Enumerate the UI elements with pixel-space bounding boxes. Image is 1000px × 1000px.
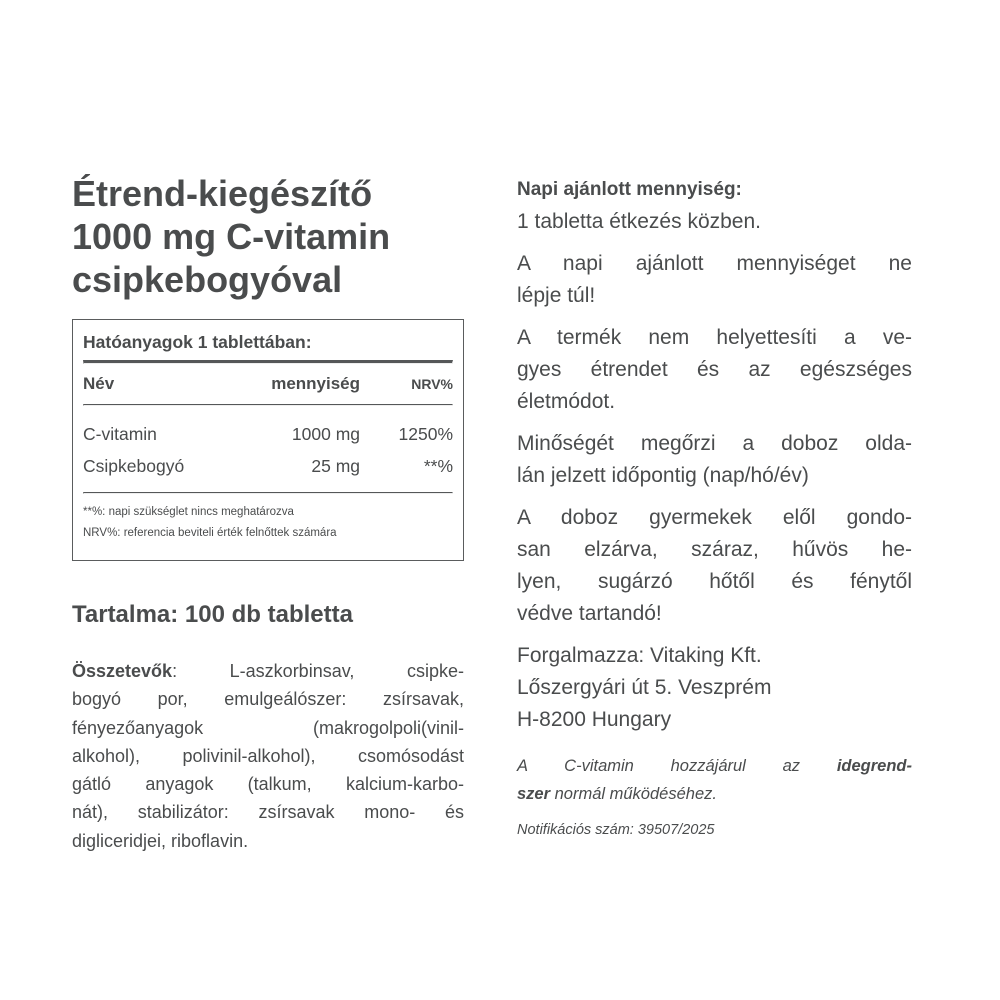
left-column bbox=[72, 172, 472, 855]
dosage-text: 1 tabletta étkezés közben. bbox=[517, 210, 761, 233]
nutrition-rows bbox=[83, 406, 453, 492]
storage-block bbox=[517, 502, 912, 630]
notification-number: Notifikációs szám: 39507/2025 bbox=[517, 822, 715, 838]
row-amount: 1000 mg bbox=[291, 423, 361, 444]
table-row bbox=[83, 418, 453, 450]
claim-line: A C-vitamin hozzájárul az idegrend- bbox=[517, 757, 912, 775]
nutrition-heading: Hatóanyagok 1 tablettában: bbox=[83, 332, 312, 352]
title-line-1: Étrend-kiegészítő bbox=[72, 173, 373, 214]
distributor-line: Lőszergyári út 5. Veszprém bbox=[517, 676, 772, 699]
nutrition-table bbox=[72, 319, 464, 561]
dosage-block bbox=[517, 174, 917, 238]
ingredients-text bbox=[72, 657, 464, 855]
dosage-heading: Napi ajánlott mennyiség: bbox=[517, 179, 742, 200]
warning-line: lépje túl! bbox=[517, 284, 596, 307]
ingredients-line: Összetevők: L-aszkorbinsav, csipke- bbox=[72, 661, 464, 681]
diet-line: gyes étrendet és az egészséges bbox=[517, 358, 912, 381]
row-nrv: **% bbox=[423, 455, 454, 476]
table-row bbox=[83, 450, 453, 482]
storage-line: védve tartandó! bbox=[517, 602, 662, 625]
ingredients-line: fényezőanyagok (makrogolpoli(vinil- bbox=[72, 717, 464, 738]
storage-line: lyen, sugárzó hőtől és fénytől bbox=[517, 570, 912, 593]
distributor-line: Forgalmazza: Vitaking Kft. bbox=[517, 644, 762, 667]
claim-bold: szer bbox=[517, 785, 551, 803]
row-name: C-vitamin bbox=[83, 423, 157, 444]
ingredients-line: bogyó por, emulgeálószer: zsírsavak, bbox=[72, 689, 464, 710]
diet-block bbox=[517, 322, 912, 418]
contents-label: Tartalma: 100 db tabletta bbox=[72, 601, 353, 628]
title-line-3: csipkebogyóval bbox=[72, 259, 343, 300]
row-nrv: 1250% bbox=[398, 423, 454, 444]
title-line-2: 1000 mg C-vitamin bbox=[72, 216, 391, 257]
row-name: Csipkebogyó bbox=[83, 455, 185, 476]
diet-line: életmódot. bbox=[517, 390, 616, 413]
col-amount-header: mennyiség bbox=[271, 374, 361, 393]
nutrition-notes bbox=[83, 494, 453, 544]
claim-line: szer normál működéséhez. bbox=[517, 785, 717, 803]
storage-date-block bbox=[517, 428, 912, 492]
right-column bbox=[517, 174, 917, 838]
product-title bbox=[72, 172, 472, 301]
distributor-block bbox=[517, 640, 917, 736]
storage-line: A doboz gyermekek elől gondo- bbox=[517, 506, 912, 529]
claim-bold: idegrend- bbox=[836, 757, 912, 775]
col-nrv-header: NRV% bbox=[411, 376, 454, 392]
ingredients-line: digliceridjei, riboflavin. bbox=[72, 830, 249, 851]
storage-line: san elzárva, száraz, hűvös he- bbox=[517, 538, 912, 561]
health-claim bbox=[517, 752, 912, 808]
col-name-header: Név bbox=[83, 374, 115, 393]
ingredients-line: gátló anyagok (talkum, kalcium-karbo- bbox=[72, 774, 464, 795]
storage-date-line: Minőségét megőrzi a doboz olda- bbox=[517, 432, 912, 455]
row-amount: 25 mg bbox=[311, 455, 361, 476]
ingredients-label: Összetevők bbox=[72, 661, 173, 681]
ingredients-line: alkohol), polivinil-alkohol), csomósodást bbox=[72, 745, 464, 766]
note-line: NRV%: referencia beviteli érték felnőttek számára bbox=[83, 527, 337, 539]
note-line: **%: napi szükséglet nincs meghatározva bbox=[83, 506, 294, 518]
warning-block bbox=[517, 248, 912, 312]
nutrition-header-row bbox=[83, 364, 453, 404]
storage-date-line: lán jelzett időpontig (nap/hó/év) bbox=[517, 464, 809, 487]
distributor-line: H-8200 Hungary bbox=[517, 708, 672, 731]
warning-line: A napi ajánlott mennyiséget ne bbox=[517, 252, 912, 275]
ingredients-line: nát), stabilizátor: zsírsavak mono- és bbox=[72, 802, 464, 823]
diet-line: A termék nem helyettesíti a ve- bbox=[517, 326, 912, 349]
